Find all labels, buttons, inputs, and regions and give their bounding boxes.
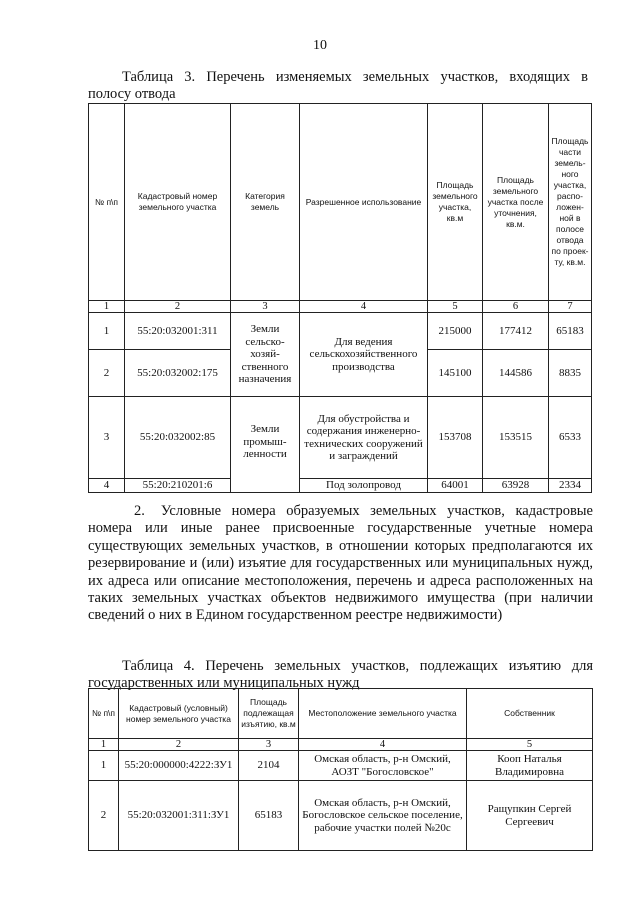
t4-colnum: 4 bbox=[299, 739, 467, 751]
t4-header-cadastral: Кадастровый (условный) номер земельного участка bbox=[119, 689, 239, 739]
page-number: 10 bbox=[313, 38, 327, 53]
t3-header-area: Площадь земельного участка, кв.м bbox=[428, 104, 483, 301]
paragraph-number: 2. bbox=[134, 503, 145, 519]
t4-colnum: 2 bbox=[119, 739, 239, 751]
t3-header-cadastral: Кадастровый номер земельного участка bbox=[125, 104, 231, 301]
t3-row-area-after: 177412 bbox=[483, 313, 549, 350]
t4-header-area: Площадь подлежащая изъятию, кв.м bbox=[239, 689, 299, 739]
t3-colnum: 2 bbox=[125, 301, 231, 313]
t4-colnum: 5 bbox=[467, 739, 593, 751]
t3-header-usage: Разрешенное использование bbox=[300, 104, 428, 301]
t3-category-industry: Земли промышленности bbox=[231, 397, 300, 493]
t3-row-num: 4 bbox=[89, 479, 125, 493]
t4-row-cadastral: 55:20:032001:311:ЗУ1 bbox=[119, 781, 239, 851]
t3-row-area-after: 63928 bbox=[483, 479, 549, 493]
t3-row-area: 153708 bbox=[428, 397, 483, 479]
t4-row-location: Омская область, р-н Омский, АОЗТ "Богословское" bbox=[299, 751, 467, 781]
t4-header-location: Местоположение земельного участка bbox=[299, 689, 467, 739]
t4-row-location: Омская область, р-н Омский, Богословское сельское поселение, рабочие участки полей №20с bbox=[299, 781, 467, 851]
t3-header-area-strip: Площадь части земельного участка, расположенной в полосе отвода по проекту, кв.м. bbox=[549, 104, 592, 301]
t3-usage-row4: Под золопровод bbox=[300, 479, 428, 493]
table3-caption-line2: полосу отвода bbox=[88, 86, 176, 102]
t3-row-area-strip: 8835 bbox=[549, 350, 592, 397]
t3-usage-agri: Для ведения сельскохозяйственного производства bbox=[300, 313, 428, 397]
table3-land-plots bbox=[88, 103, 592, 493]
t4-row-owner: Кооп Наталья Владимировна bbox=[467, 751, 593, 781]
t3-colnum: 7 bbox=[549, 301, 592, 313]
table4-caption-line2: государственных или муниципальных нужд bbox=[88, 675, 360, 691]
t3-row-cadastral: 55:20:210201:6 bbox=[125, 479, 231, 493]
t4-header-num: № п\п bbox=[89, 689, 119, 739]
table-row bbox=[89, 479, 592, 493]
t4-row-num: 1 bbox=[89, 751, 119, 781]
table-row bbox=[89, 751, 593, 781]
table4-header-row bbox=[89, 689, 593, 739]
t3-row-area-strip: 6533 bbox=[549, 397, 592, 479]
t3-row-area: 145100 bbox=[428, 350, 483, 397]
t3-category-agri: Земли сельскохозяйственного назначения bbox=[231, 313, 300, 397]
t4-colnum: 3 bbox=[239, 739, 299, 751]
paragraph-text: Условные номера образуемых земельных участков, кадастровые номера или иные ранее присвоенные государственные учетные номера существующих земельных участков, в отношении которых предполагаются их резервирование и (или) изъятие для государственных или муниципальных нужд, их адреса или описание местоположения, перечень и адреса расположенных на таких земельных участках объектов недвижимого имущества (при наличии сведений о них в Едином государственном реестре недвижимости) bbox=[88, 503, 593, 624]
table3-column-numbers bbox=[89, 301, 592, 313]
table4-caption-line1: Таблица 4. Перечень земельных участков, подлежащих изъятию для bbox=[122, 658, 593, 674]
t3-row-cadastral: 55:20:032002:85 bbox=[125, 397, 231, 479]
t3-colnum: 3 bbox=[231, 301, 300, 313]
t3-row-area-after: 153515 bbox=[483, 397, 549, 479]
t4-colnum: 1 bbox=[89, 739, 119, 751]
t3-colnum: 4 bbox=[300, 301, 428, 313]
t3-row-cadastral: 55:20:032002:175 bbox=[125, 350, 231, 397]
t4-row-owner: Ращупкин Сергей Сергеевич bbox=[467, 781, 593, 851]
table4-caption bbox=[88, 658, 593, 692]
table3-header-row bbox=[89, 104, 592, 301]
paragraph-2 bbox=[88, 503, 593, 625]
t4-row-area: 65183 bbox=[239, 781, 299, 851]
table4-column-numbers bbox=[89, 739, 593, 751]
t3-row-area-strip: 65183 bbox=[549, 313, 592, 350]
t4-row-cadastral: 55:20:000000:4222:ЗУ1 bbox=[119, 751, 239, 781]
t3-usage-industry: Для обустройства и содержания инженерно-технических сооружений и заграждений bbox=[300, 397, 428, 479]
t3-row-area: 215000 bbox=[428, 313, 483, 350]
table-row bbox=[89, 397, 592, 479]
table-row bbox=[89, 313, 592, 350]
table-row bbox=[89, 781, 593, 851]
t3-row-area-strip: 2334 bbox=[549, 479, 592, 493]
t3-row-num: 2 bbox=[89, 350, 125, 397]
t3-row-area-after: 144586 bbox=[483, 350, 549, 397]
t3-colnum: 1 bbox=[89, 301, 125, 313]
t3-row-area: 64001 bbox=[428, 479, 483, 493]
table4-withdrawal-plots bbox=[88, 688, 593, 851]
t4-row-area: 2104 bbox=[239, 751, 299, 781]
t3-row-num: 1 bbox=[89, 313, 125, 350]
t3-row-cadastral: 55:20:032001:311 bbox=[125, 313, 231, 350]
table3-caption-line1: Таблица 3. Перечень изменяемых земельных участков, входящих в bbox=[122, 69, 588, 85]
table3-caption bbox=[88, 69, 588, 103]
t3-colnum: 6 bbox=[483, 301, 549, 313]
t3-header-area-after: Площадь земельного участка после уточнения, кв.м. bbox=[483, 104, 549, 301]
t3-header-num: № п\п bbox=[89, 104, 125, 301]
t3-colnum: 5 bbox=[428, 301, 483, 313]
t4-row-num: 2 bbox=[89, 781, 119, 851]
t3-row-num: 3 bbox=[89, 397, 125, 479]
t3-header-category: Категория земель bbox=[231, 104, 300, 301]
t4-header-owner: Собственник bbox=[467, 689, 593, 739]
